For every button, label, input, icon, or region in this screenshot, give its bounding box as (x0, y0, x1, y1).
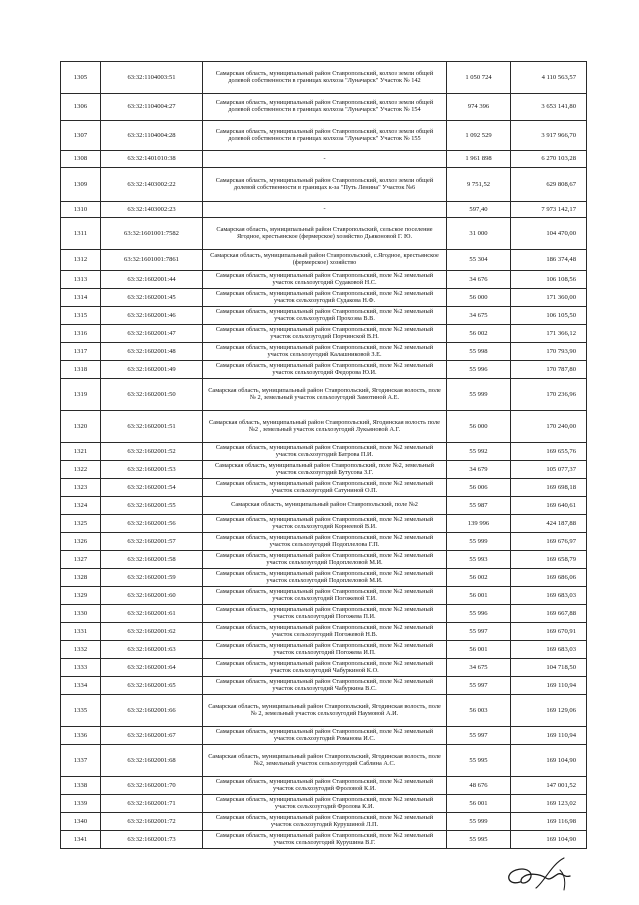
area-cell: 56 006 (447, 479, 511, 497)
cadastral-value-cell: 169 655,76 (511, 443, 587, 461)
cadastral-value-cell: 169 683,03 (511, 587, 587, 605)
cadastral-value-cell: 6 270 103,28 (511, 151, 587, 168)
table-row (61, 361, 587, 379)
area-cell: 139 996 (447, 515, 511, 533)
table-row (61, 325, 587, 343)
row-number-cell: 1324 (61, 497, 101, 515)
row-number-cell: 1306 (61, 94, 101, 121)
table-row (61, 745, 587, 777)
cadastral-number-cell: 63:32:1602001:63 (101, 641, 203, 659)
row-number-cell: 1312 (61, 250, 101, 271)
area-cell: 56 001 (447, 795, 511, 813)
area-cell: 1 961 898 (447, 151, 511, 168)
cadastral-number-cell: 63:32:1602001:66 (101, 695, 203, 727)
cadastral-number-cell: 63:32:1401010:38 (101, 151, 203, 168)
area-cell: 34 679 (447, 461, 511, 479)
row-number-cell: 1308 (61, 151, 101, 168)
row-number-cell: 1340 (61, 813, 101, 831)
row-number-cell: 1319 (61, 379, 101, 411)
cadastral-number-cell: 63:32:1602001:62 (101, 623, 203, 641)
area-cell: 56 000 (447, 411, 511, 443)
row-number-cell: 1307 (61, 121, 101, 151)
cadastral-value-cell: 169 686,06 (511, 569, 587, 587)
cadastral-number-cell: 63:32:1602001:70 (101, 777, 203, 795)
table-row (61, 461, 587, 479)
area-cell: 55 993 (447, 551, 511, 569)
location-cell: Самарская область, муниципальный район Ставропольский, поле №2 земельный участок сельхозугодий Чабуркина В.С. (203, 677, 447, 695)
cadastral-number-cell: 63:32:1602001:47 (101, 325, 203, 343)
table-row (61, 168, 587, 202)
table-row (61, 515, 587, 533)
cadastral-value-cell: 169 110,94 (511, 727, 587, 745)
location-cell: Самарская область, муниципальный район Ставропольский, поле №2 земельный участок сельхозугодий Погожева П.И. (203, 605, 447, 623)
row-number-cell: 1322 (61, 461, 101, 479)
cadastral-value-cell: 169 683,03 (511, 641, 587, 659)
location-cell: Самарская область, муниципальный район Ставропольский, поле №2 земельный участок сельхозугодий Судаковой Н.С. (203, 271, 447, 289)
cadastral-value-cell: 169 110,94 (511, 677, 587, 695)
table-body (61, 62, 587, 849)
table-row (61, 250, 587, 271)
area-cell: 56 000 (447, 289, 511, 307)
area-cell: 55 996 (447, 361, 511, 379)
table-row (61, 587, 587, 605)
row-number-cell: 1336 (61, 727, 101, 745)
row-number-cell: 1327 (61, 551, 101, 569)
cadastral-number-cell: 63:32:1602001:45 (101, 289, 203, 307)
cadastral-value-cell: 169 658,79 (511, 551, 587, 569)
row-number-cell: 1332 (61, 641, 101, 659)
table-row (61, 479, 587, 497)
location-cell: Самарская область, муниципальный район Ставропольский, колхоз земли общей долевой собственности в границах колхоза "Луначарск" Участок № 155 (203, 121, 447, 151)
cadastral-value-cell: 104 718,50 (511, 659, 587, 677)
location-cell: Самарская область, муниципальный район Ставропольский, поле №2 земельный участок сельхозугодий Прохоэва В.В. (203, 307, 447, 325)
row-number-cell: 1326 (61, 533, 101, 551)
row-number-cell: 1305 (61, 62, 101, 94)
area-cell: 56 001 (447, 641, 511, 659)
table-row (61, 659, 587, 677)
cadastral-value-cell: 170 236,96 (511, 379, 587, 411)
cadastral-number-cell: 63:32:1601001:7861 (101, 250, 203, 271)
location-cell: Самарская область, муниципальный район Ставропольский, поле №2 земельный участок сельхозугодий Судакова Н.Ф. (203, 289, 447, 307)
row-number-cell: 1321 (61, 443, 101, 461)
area-cell: 34 676 (447, 271, 511, 289)
location-cell: Самарская область, муниципальный район Ставропольский, поле №2 земельный участок сельхозугодий Батрова П.И. (203, 443, 447, 461)
cadastral-number-cell: 63:32:1602001:50 (101, 379, 203, 411)
table-row (61, 411, 587, 443)
area-cell: 55 992 (447, 443, 511, 461)
table-row (61, 831, 587, 849)
cadastral-number-cell: 63:32:1602001:72 (101, 813, 203, 831)
location-cell: Самарская область, муниципальный район Ставропольский, поле №2 земельный участок сельхозугодий Подоплелова Г.П. (203, 533, 447, 551)
cadastral-value-cell: 169 116,98 (511, 813, 587, 831)
area-cell: 55 995 (447, 745, 511, 777)
cadastral-number-cell: 63:32:1602001:51 (101, 411, 203, 443)
location-cell: Самарская область, муниципальный район Ставропольский, колхоз земли общей долевой собственности в границах колхоза "Луначарск" Участок № 142 (203, 62, 447, 94)
location-cell: Самарская область, муниципальный район Ставропольский, поле №2 земельный участок сельхозугодий Порчинской В.Н. (203, 325, 447, 343)
area-cell: 55 997 (447, 623, 511, 641)
cadastral-number-cell: 63:32:1602001:54 (101, 479, 203, 497)
area-cell: 56 002 (447, 325, 511, 343)
location-cell: - (203, 151, 447, 168)
handwritten-signature-icon (500, 852, 584, 896)
table-row (61, 677, 587, 695)
cadastral-value-cell: 170 240,00 (511, 411, 587, 443)
location-cell: Самарская область, муниципальный район Ставропольский, поле №2 земельный участок сельхозугодий Погожевой Н.В. (203, 623, 447, 641)
area-cell: 56 002 (447, 569, 511, 587)
cadastral-value-cell: 169 698,18 (511, 479, 587, 497)
row-number-cell: 1330 (61, 605, 101, 623)
location-cell: Самарская область, муниципальный район Ставропольский, поле №2 земельный участок сельхозугодий Фроловой К.И. (203, 777, 447, 795)
cadastral-number-cell: 63:32:1602001:73 (101, 831, 203, 849)
table-row (61, 271, 587, 289)
location-cell: Самарская область, муниципальный район Ставропольский, поле №2 земельный участок сельхозугодий Чабуркиной К.О. (203, 659, 447, 677)
table-row (61, 121, 587, 151)
location-cell: Самарская область, муниципальный район Ставропольский, поле №2, земельный участок сельхозугодий Бутусова З.Г. (203, 461, 447, 479)
cadastral-number-cell: 63:32:1602001:58 (101, 551, 203, 569)
location-cell: Самарская область, муниципальный район Ставропольский, поле №2 земельный участок сельхозугодий Романова И.С. (203, 727, 447, 745)
cadastral-value-cell: 170 793,90 (511, 343, 587, 361)
land-plot-register-table (60, 61, 587, 849)
cadastral-number-cell: 63:32:1403002:22 (101, 168, 203, 202)
area-cell: 55 999 (447, 379, 511, 411)
table-row (61, 218, 587, 250)
area-cell: 55 987 (447, 497, 511, 515)
cadastral-value-cell: 169 104,90 (511, 831, 587, 849)
cadastral-number-cell: 63:32:1104004:28 (101, 121, 203, 151)
table-row (61, 641, 587, 659)
table-row (61, 443, 587, 461)
cadastral-number-cell: 63:32:1602001:44 (101, 271, 203, 289)
cadastral-value-cell: 169 640,61 (511, 497, 587, 515)
row-number-cell: 1314 (61, 289, 101, 307)
location-cell: Самарская область, муниципальный район Ставропольский, колхоз земли общей долевой собственности в границах к-за "Путь Ленина" Участок №6 (203, 168, 447, 202)
location-cell: Самарская область, муниципальный район Ставропольский, Ягодинская волость, поле № 2, земельный участок сельхозугодий Наумовой А.И. (203, 695, 447, 727)
area-cell: 55 997 (447, 677, 511, 695)
cadastral-number-cell: 63:32:1602001:49 (101, 361, 203, 379)
location-cell: Самарская область, муниципальный район Ставропольский, Ягодинская волость поле №2 , земельный участок сельхозугодий Лукьяновой А.Г. (203, 411, 447, 443)
cadastral-number-cell: 63:32:1602001:55 (101, 497, 203, 515)
location-cell: Самарская область, муниципальный район Ставропольский, Ягодинская волость, поле №2, земельный участок сельхозугодий Саблина А.С. (203, 745, 447, 777)
row-number-cell: 1331 (61, 623, 101, 641)
location-cell: Самарская область, муниципальный район Ставропольский, с.Ягодное, крестьянское (фермерское) хозяйство (203, 250, 447, 271)
row-number-cell: 1311 (61, 218, 101, 250)
cadastral-value-cell: 171 360,00 (511, 289, 587, 307)
cadastral-value-cell: 7 973 142,17 (511, 202, 587, 218)
table-row (61, 533, 587, 551)
location-cell: Самарская область, муниципальный район Ставропольский, поле №2 земельный участок сельхозугодий Подоплеловой М.И. (203, 569, 447, 587)
cadastral-value-cell: 186 374,48 (511, 250, 587, 271)
row-number-cell: 1318 (61, 361, 101, 379)
cadastral-value-cell: 424 187,88 (511, 515, 587, 533)
cadastral-value-cell: 169 104,90 (511, 745, 587, 777)
location-cell: Самарская область, муниципальный район Ставропольский, колхоз земли общей долевой собственности в границах колхоза "Луначарск" Участок № 154 (203, 94, 447, 121)
cadastral-number-cell: 63:32:1602001:60 (101, 587, 203, 605)
cadastral-value-cell: 3 653 141,80 (511, 94, 587, 121)
area-cell: 597,40 (447, 202, 511, 218)
cadastral-value-cell: 104 470,00 (511, 218, 587, 250)
area-cell: 34 675 (447, 307, 511, 325)
cadastral-value-cell: 106 105,50 (511, 307, 587, 325)
location-cell: Самарская область, муниципальный район Ставропольский, поле №2 земельный участок сельхозугодий Федорова Ю.И. (203, 361, 447, 379)
location-cell: Самарская область, муниципальный район Ставропольский, поле №2 земельный участок сельхозугодий Курушина В.Г. (203, 831, 447, 849)
area-cell: 55 999 (447, 533, 511, 551)
cadastral-value-cell: 147 001,52 (511, 777, 587, 795)
row-number-cell: 1334 (61, 677, 101, 695)
row-number-cell: 1325 (61, 515, 101, 533)
location-cell: Самарская область, муниципальный район Ставропольский, поле №2 земельный участок сельхозугодий Фролова К.И. (203, 795, 447, 813)
cadastral-number-cell: 63:32:1602001:65 (101, 677, 203, 695)
cadastral-value-cell: 105 077,37 (511, 461, 587, 479)
cadastral-number-cell: 63:32:1602001:52 (101, 443, 203, 461)
row-number-cell: 1339 (61, 795, 101, 813)
row-number-cell: 1337 (61, 745, 101, 777)
row-number-cell: 1329 (61, 587, 101, 605)
row-number-cell: 1333 (61, 659, 101, 677)
row-number-cell: 1323 (61, 479, 101, 497)
row-number-cell: 1341 (61, 831, 101, 849)
cadastral-value-cell: 169 667,88 (511, 605, 587, 623)
area-cell: 55 997 (447, 727, 511, 745)
table-row (61, 62, 587, 94)
table-row (61, 551, 587, 569)
table-row (61, 623, 587, 641)
cadastral-number-cell: 63:32:1602001:48 (101, 343, 203, 361)
cadastral-number-cell: 63:32:1602001:71 (101, 795, 203, 813)
cadastral-value-cell: 171 366,12 (511, 325, 587, 343)
location-cell: - (203, 202, 447, 218)
cadastral-number-cell: 63:32:1602001:68 (101, 745, 203, 777)
cadastral-number-cell: 63:32:1403002:23 (101, 202, 203, 218)
table-row (61, 379, 587, 411)
area-cell: 55 304 (447, 250, 511, 271)
cadastral-number-cell: 63:32:1602001:53 (101, 461, 203, 479)
area-cell: 1 050 724 (447, 62, 511, 94)
cadastral-value-cell: 169 123,02 (511, 795, 587, 813)
cadastral-number-cell: 63:32:1602001:67 (101, 727, 203, 745)
cadastral-number-cell: 63:32:1602001:64 (101, 659, 203, 677)
area-cell: 974 396 (447, 94, 511, 121)
table-row (61, 497, 587, 515)
location-cell: Самарская область, муниципальный район Ставропольский, поле №2 земельный участок сельхозугодий Корнеевой В.И. (203, 515, 447, 533)
area-cell: 48 676 (447, 777, 511, 795)
row-number-cell: 1338 (61, 777, 101, 795)
row-number-cell: 1320 (61, 411, 101, 443)
cadastral-value-cell: 170 787,80 (511, 361, 587, 379)
area-cell: 56 001 (447, 587, 511, 605)
location-cell: Самарская область, муниципальный район Ставропольский, поле №2 (203, 497, 447, 515)
location-cell: Самарская область, муниципальный район Ставропольский, поле №2 земельный участок сельхозугодий Сатуниной О.П. (203, 479, 447, 497)
area-cell: 31 000 (447, 218, 511, 250)
location-cell: Самарская область, муниципальный район Ставропольский, поле №2 земельный участок сельхозугодий Погожева И.П. (203, 641, 447, 659)
area-cell: 55 999 (447, 813, 511, 831)
table-row (61, 777, 587, 795)
location-cell: Самарская область, муниципальный район Ставропольский, поле №2 земельный участок сельхозугодий Калашниковой З.Е. (203, 343, 447, 361)
row-number-cell: 1313 (61, 271, 101, 289)
table-row (61, 795, 587, 813)
cadastral-number-cell: 63:32:1602001:59 (101, 569, 203, 587)
cadastral-number-cell: 63:32:1602001:57 (101, 533, 203, 551)
location-cell: Самарская область, муниципальный район Ставропольский, поле №2 земельный участок сельхозугодий Курушиной Л.П. (203, 813, 447, 831)
cadastral-value-cell: 106 108,56 (511, 271, 587, 289)
cadastral-number-cell: 63:32:1104004:27 (101, 94, 203, 121)
cadastral-number-cell: 63:32:1601001:7582 (101, 218, 203, 250)
table-row (61, 813, 587, 831)
row-number-cell: 1310 (61, 202, 101, 218)
cadastral-value-cell: 169 670,91 (511, 623, 587, 641)
area-cell: 55 998 (447, 343, 511, 361)
row-number-cell: 1317 (61, 343, 101, 361)
area-cell: 1 092 529 (447, 121, 511, 151)
cadastral-number-cell: 63:32:1602001:56 (101, 515, 203, 533)
row-number-cell: 1309 (61, 168, 101, 202)
table-row (61, 727, 587, 745)
row-number-cell: 1316 (61, 325, 101, 343)
location-cell: Самарская область, муниципальный район Ставропольский, сельское поселение Ягодное, крестьянское (фермерское) хозяйство Дьяконовой Г. Ю. (203, 218, 447, 250)
area-cell: 9 751,52 (447, 168, 511, 202)
cadastral-number-cell: 63:32:1602001:46 (101, 307, 203, 325)
location-cell: Самарская область, муниципальный район Ставропольский, Ягодинская волость, поле № 2, земельный участок сельхозугодий Замотиной А.Е. (203, 379, 447, 411)
area-cell: 34 675 (447, 659, 511, 677)
table-row (61, 605, 587, 623)
cadastral-value-cell: 4 110 563,57 (511, 62, 587, 94)
cadastral-number-cell: 63:32:1104003:51 (101, 62, 203, 94)
cadastral-value-cell: 3 917 966,70 (511, 121, 587, 151)
cadastral-value-cell: 169 129,06 (511, 695, 587, 727)
row-number-cell: 1328 (61, 569, 101, 587)
cadastral-value-cell: 629 808,67 (511, 168, 587, 202)
table-row (61, 151, 587, 168)
table-row (61, 569, 587, 587)
location-cell: Самарская область, муниципальный район Ставропольский, поле №2 земельный участок сельхозугодий Подоплеловой М.И. (203, 551, 447, 569)
table-row (61, 307, 587, 325)
location-cell: Самарская область, муниципальный район Ставропольский, поле №2 земельный участок сельхозугодий Погожевой Т.И. (203, 587, 447, 605)
area-cell: 55 996 (447, 605, 511, 623)
row-number-cell: 1315 (61, 307, 101, 325)
table-row (61, 695, 587, 727)
table-row (61, 202, 587, 218)
table-row (61, 94, 587, 121)
table-row (61, 289, 587, 307)
cadastral-value-cell: 169 676,97 (511, 533, 587, 551)
cadastral-number-cell: 63:32:1602001:61 (101, 605, 203, 623)
table-row (61, 343, 587, 361)
area-cell: 55 995 (447, 831, 511, 849)
area-cell: 56 003 (447, 695, 511, 727)
row-number-cell: 1335 (61, 695, 101, 727)
